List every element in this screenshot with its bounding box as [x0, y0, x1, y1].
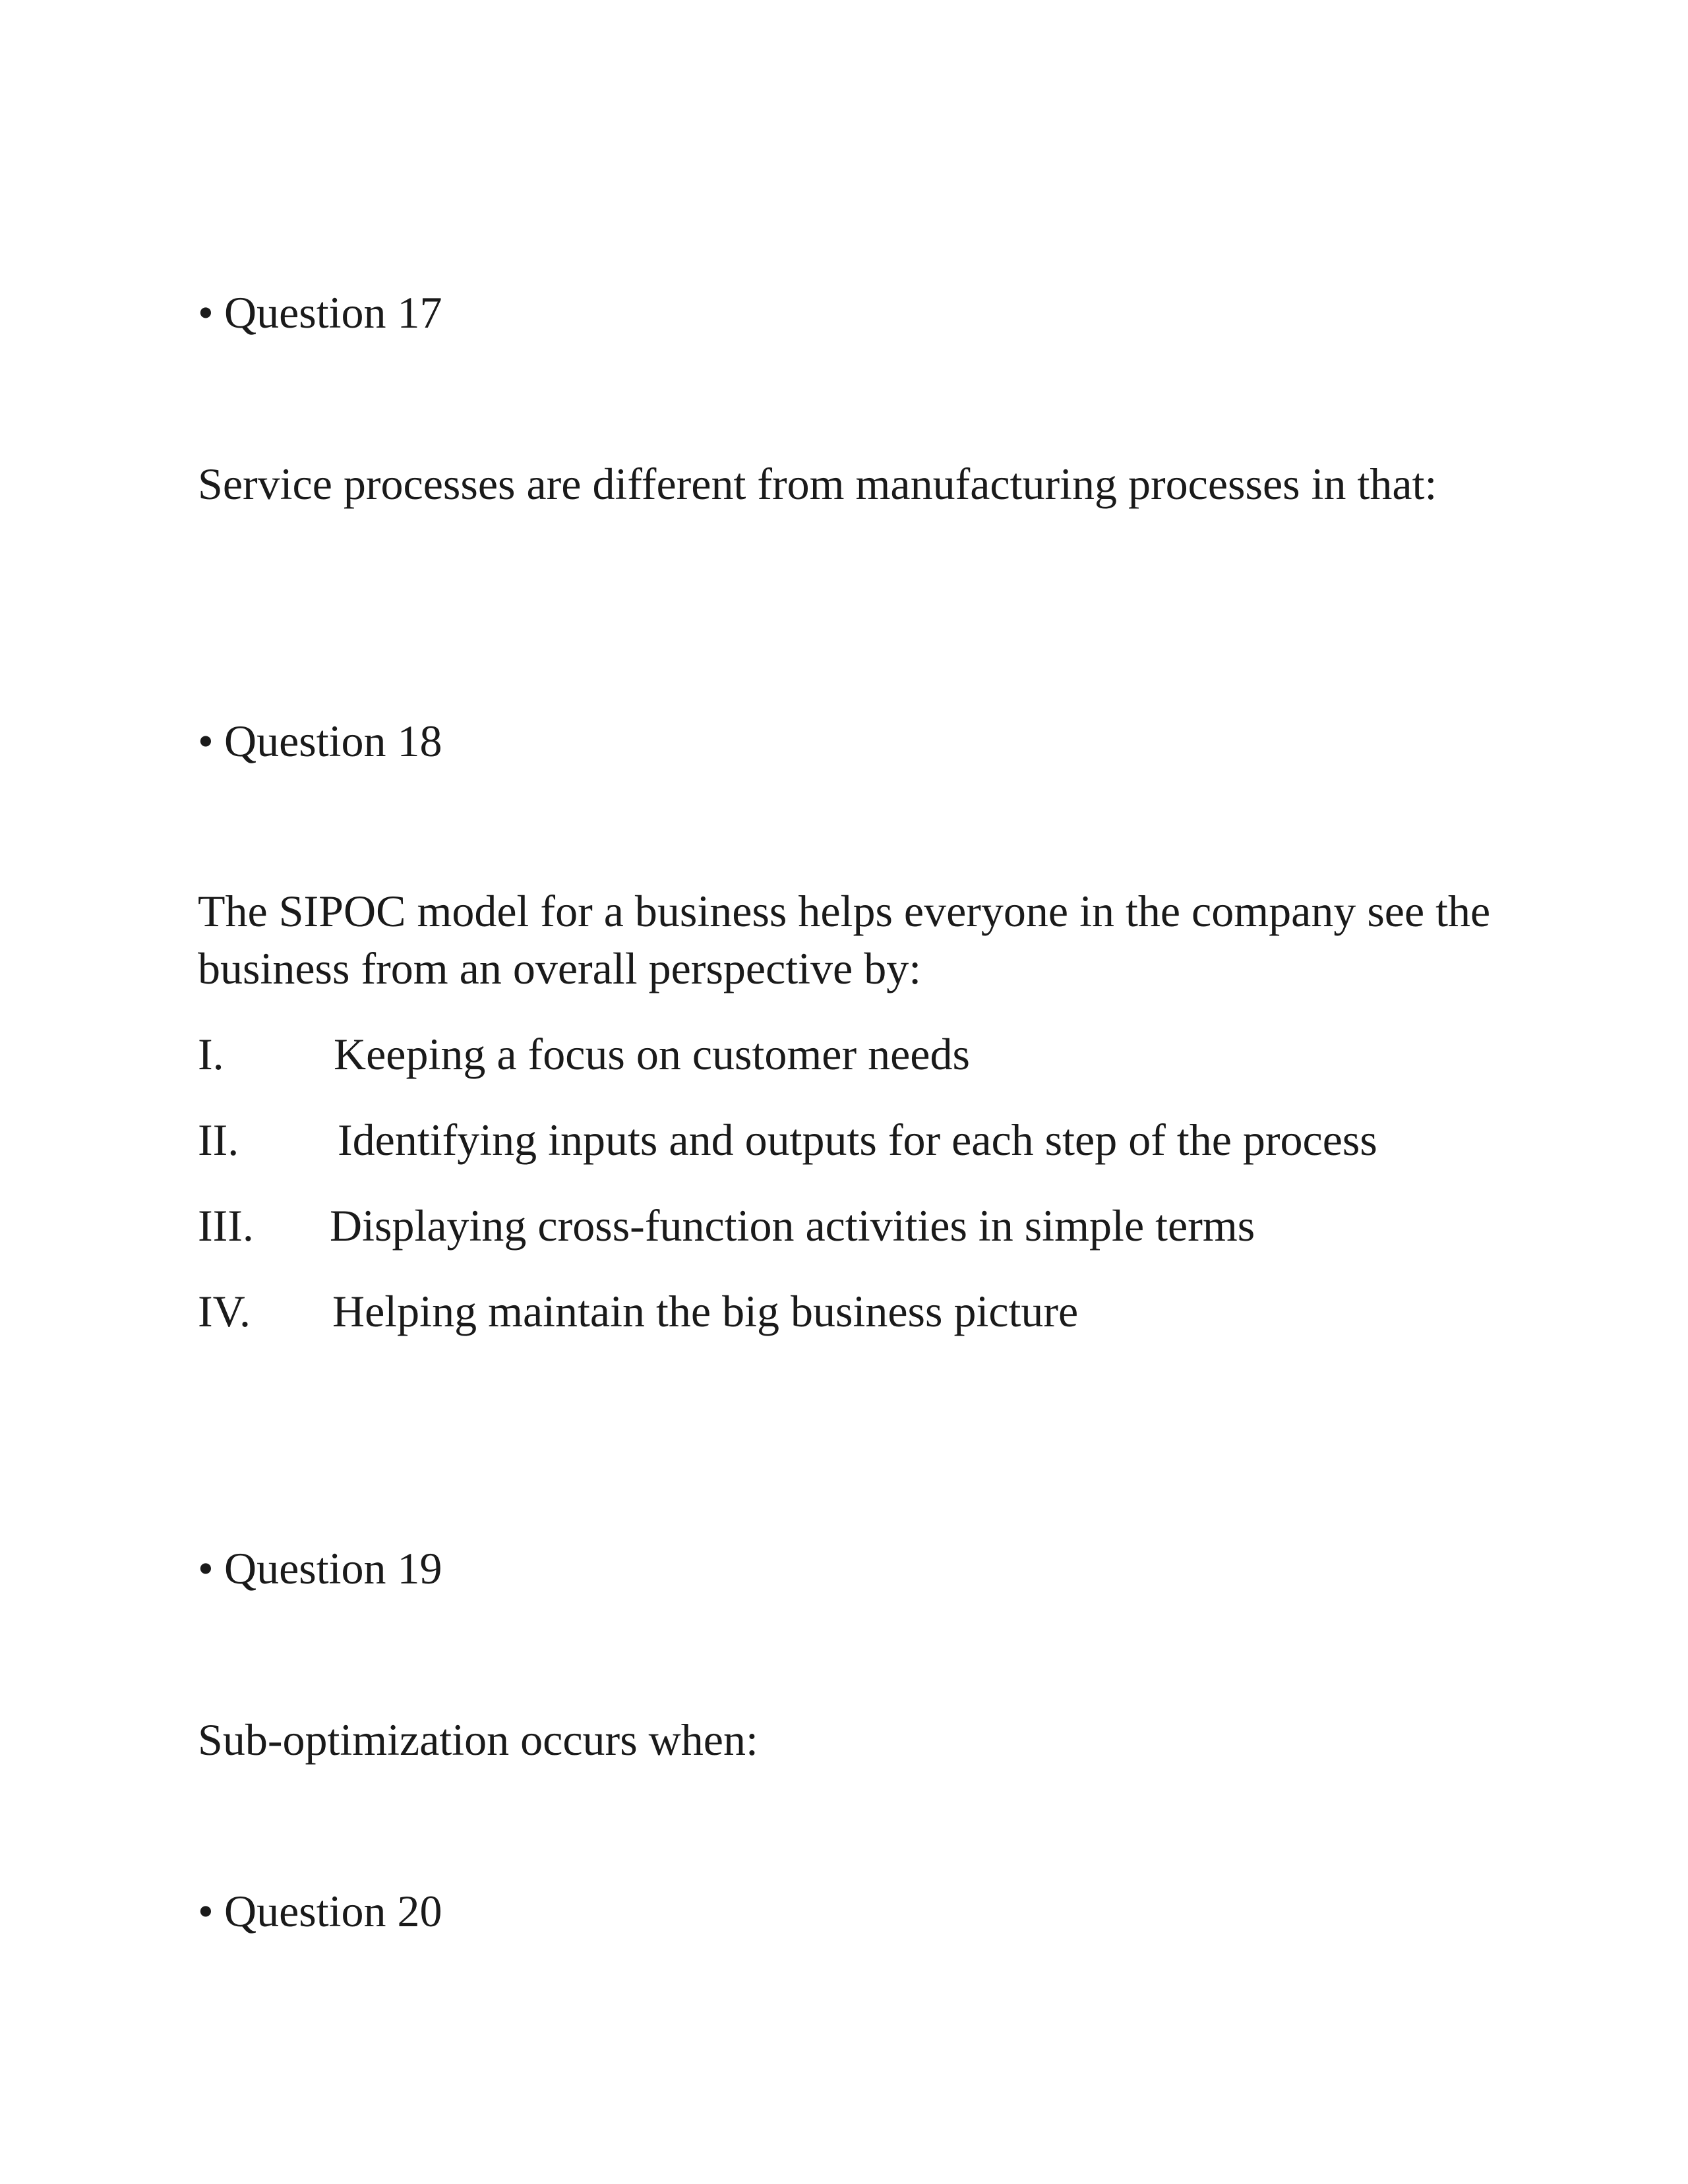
- list-item-numeral: IV.: [198, 1286, 251, 1336]
- bullet-icon: •: [198, 1886, 214, 1936]
- question-heading-text: Question 20: [224, 1886, 442, 1936]
- question-18-prompt-line-2: business from an overall perspective by:: [198, 943, 922, 993]
- list-item-numeral: III.: [198, 1200, 254, 1251]
- list-item-text: Identifying inputs and outputs for each step of the process: [338, 1115, 1377, 1165]
- question-heading-text: Question 17: [224, 287, 442, 338]
- question-17-heading: [198, 287, 442, 338]
- list-item-text: Keeping a focus on customer needs: [334, 1029, 970, 1079]
- question-18-heading: [198, 716, 442, 766]
- question-19-heading: [198, 1543, 442, 1593]
- question-20-heading: [198, 1886, 442, 1936]
- list-item-numeral: II.: [198, 1115, 239, 1165]
- list-item-text: Displaying cross-function activities in simple terms: [330, 1200, 1255, 1251]
- question-19-prompt: Sub-optimization occurs when:: [198, 1715, 758, 1765]
- question-heading-text: Question 19: [224, 1543, 442, 1593]
- question-heading-text: Question 18: [224, 716, 442, 766]
- bullet-icon: •: [198, 1543, 214, 1593]
- bullet-icon: •: [198, 716, 214, 766]
- question-17-prompt: Service processes are different from manufacturing processes in that:: [198, 459, 1437, 509]
- question-18-prompt-line-1: The SIPOC model for a business helps everyone in the company see the: [198, 886, 1491, 936]
- bullet-icon: •: [198, 287, 214, 338]
- list-item-text: Helping maintain the big business picture: [332, 1286, 1079, 1336]
- list-item-numeral: I.: [198, 1029, 224, 1079]
